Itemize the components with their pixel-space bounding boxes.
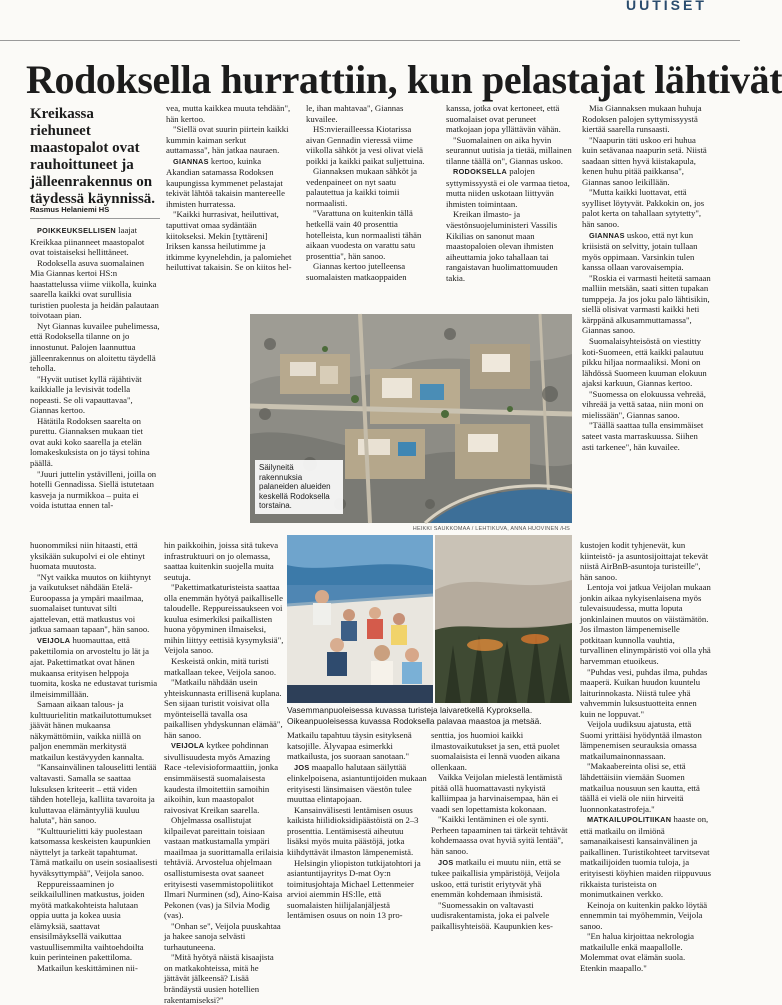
body-paragraph — [287, 805, 427, 858]
paragraph-text: haaste on, että matkailu on ilmiönä samanaikaisesti kansainvälinen ja paikallinen. Turistikohteet tarvitsevat matkailijoiden tuomia tuloja, ja erityisesti köyhien maiden riippuvuus rikkaista turisteista on monimutkainen verkko. — [580, 814, 712, 900]
body-paragraph — [306, 103, 432, 124]
body-paragraph — [582, 230, 712, 273]
body-paragraph — [287, 762, 427, 805]
body-paragraph — [30, 963, 158, 974]
body-paragraph — [30, 225, 160, 258]
body-paragraph — [30, 635, 158, 699]
body-paragraph — [431, 814, 571, 856]
body-paragraph — [446, 209, 573, 283]
paragraph-keyword: VEIJOLA — [171, 741, 205, 751]
paragraph-text: "Kaikki hurrasivat, heiluttivat, taputtivat omaa sydäntään kiitokseksi. Mekin [tyttäreni] Iriksen kanssa heilutimme ja itkimme kyynelehdin, ja palomiehet heiluttivat takaisin. Se on kiitos hel- — [166, 209, 292, 273]
body-paragraph — [580, 582, 712, 666]
paragraph-text: huomauttaa, että pakettilomia on arvosteltu jo lät ja ajat. Pakettimatkat ovat hänen mukaansa erityisen helppoja tuomita, koska ne edustavat turismia ilmeisimmillään. — [30, 634, 158, 699]
body-paragraph — [166, 209, 292, 272]
byline: Rasmus Helaniemi HS — [30, 205, 110, 214]
body-paragraph — [582, 187, 712, 229]
body-paragraph — [30, 879, 158, 963]
paragraph-text: Vaikka Veijolan mielestä lentämistä pitää ollä huomattavasti nykyistä kalliimpaa ja harvinaisempaa, hän ei vaadi sen lopettamista kokonaan. — [431, 772, 563, 814]
paragraph-text: "Nyt vaikka muutos on kiihtynyt ja vaikutukset nähdään Etelä-Euroopassa ja ympäri maailmaa, suomalaiset tuntuvat silti ajattelevan, että matkustus voi jatkua samaan tapaan", hän sanoo. — [30, 571, 152, 635]
column-9 — [431, 730, 571, 992]
paragraph-text: "Matkailu nähdään usein yhteiskunnasta erillisenä kuplana. Sen sijaan turistit voisivat olla myönteisellä tavalla osa paikallisen yhdyskunnan elämää", hän sanoo. — [164, 677, 283, 740]
paragraph-text: Giannaksen mukaan sähköt ja vedenpaineet on nyt saatu palautettua ja kaikki toimii normaalisti. — [306, 166, 417, 208]
paragraph-text: Ohjelmassa osallistujat kilpailevat pareittain toisiaan vastaan matkustamalla ympäri maailmaa ja suorittamalla erilaisia tehtäviä. Arvostelua ohjelmaan osallistumisesta ovat saaneet erityisesti vasemmistopoliitikot Ilmari Nurminen (sd), Aino-Kaisa Pekonen (vas) ja Silvia Modig (vas). — [164, 815, 284, 921]
paragraph-text: "Pakettimatkaturisteista saattaa olla enemmän hyötyä paikalliselle taloudelle. Reppureissaukseen voi kuulua esimerkiksi paikallisten huona yöpyminen ilmaiseksi, mihin liittyy eettisiä kysymyksiä", Veijola sanoo. — [164, 582, 284, 656]
body-paragraph — [287, 858, 427, 921]
photo-boat-tourists — [287, 535, 433, 703]
paragraph-text: matkailu ei muutu niin, että se tukee paikallisia ympäristöjä, Veijola uskoo, että turistit eriytyvät yhä enemmän kohdemaan ihmisistä. — [431, 856, 561, 900]
body-paragraph — [30, 374, 160, 416]
body-paragraph — [580, 900, 712, 932]
paragraph-text: "Suomalainen on aika hyvin seurannut uutisia ja tietää, millainen tilanne täällä on", Giannas uskoo. — [446, 134, 572, 166]
paragraph-keyword: VEIJOLA — [37, 635, 71, 645]
body-paragraph — [164, 677, 284, 740]
column-2 — [166, 103, 292, 271]
column-6 — [30, 540, 158, 992]
body-paragraph — [166, 124, 292, 156]
paragraph-text: Nyt Giannas kuvailee puhelimessa, että Rodoksella tilanne on jo innostunut. Palojen laannuttua jälleenrakennus on aloitettu täydellä teholla. — [30, 320, 160, 374]
paragraph-text: "Kaikki lentäminen ei ole synti. Perheen tapaaminen tai tärkeät tehtävät kohdemaassa ovat hyviä syitä lentää", hän sanoo. — [431, 814, 568, 857]
body-paragraph — [431, 900, 571, 932]
column-5 — [582, 103, 712, 525]
paragraph-text: laajat Kreikkaa piinanneet maastopalot ovat toistaiseksi hellittäneet. — [30, 225, 145, 258]
body-paragraph — [431, 857, 571, 900]
section-label: UUTISET — [626, 0, 707, 13]
forest-fire-image — [435, 535, 572, 703]
paragraph-keyword: POIKKEUKSELLISEN — [37, 226, 116, 235]
body-paragraph — [30, 469, 160, 511]
body-paragraph — [164, 740, 284, 815]
body-paragraph — [431, 772, 571, 814]
body-paragraph — [431, 730, 571, 772]
body-paragraph — [582, 273, 712, 336]
body-paragraph — [306, 261, 432, 282]
photo-caption-lower: Vasemmanpuoleisessa kuvassa turisteja laivaretkellä Kyproksella. Oikeanpuoleisessa kuvassa Rodoksella palavaa maastoa ja metsää. — [287, 705, 542, 726]
paragraph-text: palojen syttymissyystä ei ole varmaa tietoa, mutta niiden uskotaan liittyvän ihmisten toimintaan. — [446, 166, 570, 209]
paragraph-text: Mia Giannaksen mukaan huhuja Rodoksen palojen syttymissyystä kiertää saarella runsaasti. — [582, 103, 702, 135]
paragraph-text: "Makaabereinta olisi se, että lähdettäisiin viemään Suomen matkailua nousuun sen kautta, että täällä ei vielä ole niin hirveitä luonnonkatastrofeja." — [580, 761, 700, 814]
paragraph-text: senttia, jos huomioi kaikki ilmastovaikutukset ja sen, että puolet suomalaisista ei lennä vuoden aikana ollenkaan. — [431, 730, 560, 772]
boat-trip-image — [287, 535, 433, 703]
paragraph-text: Suomalaisyhteisöstä on viestitty koti-Suomeen, että kaikki palautuu pikku hiljaa normaaliksi. Moni on lähdössä Suomeen kuuman elokuun ajaksi karkuun, Giannas kertoo. — [582, 336, 707, 389]
body-paragraph — [166, 103, 292, 124]
paragraph-text: "Mitä hyötyä näistä kisaajista on matkakohteissa, mitä he jättävät jälkeensä? Lisää brändäystä uusien hotellien rakentamiseksi?" — [164, 952, 274, 1005]
paragraph-text: Hätätila Rodoksen saarelta on purettu. Giannaksen mukaan tiet ovat auki koko saarella ja etelän lomakeskuksista on jo täysi tohina päällä. — [30, 415, 150, 469]
body-paragraph — [446, 103, 573, 135]
paragraph-text: hin paikkoihin, joissa sitä tukeva infrastruktuuri on jo olemassa, saattaa kuitenkin suojella muita seutuja. — [164, 540, 279, 582]
paragraph-text: "Suomessakin on valtavasti uudisrakentamista, joka ei palvele paikallisyhteisöä. Kaupunkien kes- — [431, 899, 553, 931]
paragraph-text: "Täällä saattaa tulla ensimmäiset sateet vasta marraskuussa. Siihen asti tarkenee", hän kuvailee. — [582, 420, 704, 452]
paragraph-text: HS:nvierailleessa Kiotarissa aivan Gennadin vieressä viime viikolla sähköt ja vesi olivat vielä poikki ja kaikki paikat suljettuina. — [306, 124, 425, 166]
paragraph-keyword: GIANNAS — [173, 156, 209, 166]
paragraph-text: Reppureissaaminen jo seikkailullinen matkustus, joiden myötä matkakohteista halutaan oppia uutta ja kokea uusia elämyksiä, saattavat ensisilmäyksellä vaikuttaa vastuullisemmilta vaihtoehdoilta kuin perinteinen pakettiloma. — [30, 878, 145, 963]
body-paragraph — [30, 416, 160, 469]
paragraph-text: Samaan aikaan talous- ja kulttuurielitin matkailutottumukset jäävät hänen mukaansa näkymättömiin, vaikka niillä on paljon enemmän merkitystä matkailun kestävyyden kannalta. — [30, 699, 152, 762]
paragraph-keyword: JOS — [294, 762, 310, 772]
paragraph-text: huonommiksi niin hitaasti, että yksikään sukupolvi ei ole ehtinyt huomata muutosta. — [30, 540, 145, 572]
lead-paragraph: Kreikassa riehuneet maastopalot ovat rauhoittuneet ja jälleenrakennus on täydessä käynnissä. — [30, 106, 156, 207]
body-paragraph — [446, 166, 573, 209]
paragraph-text: Matkailun keskittäminen nii- — [37, 962, 138, 973]
body-paragraph — [30, 699, 158, 762]
paragraph-text: Lentoja voi jatkua Veijolan mukaan jonkin aikaa nykyisenlaisena myös tulevaisuudessa, mutta loputa jonkinlainen muutos on väistämätön. Jos ilmaston lämpenemiselle potkitaan kunnolla vauhtia, turvallinen elinympäristö voi olla yhä harvemman etuoikeus. — [580, 582, 711, 667]
body-paragraph — [166, 156, 292, 210]
paragraph-text: "Kulttuurielitti käy puolestaan katsomassa keskeisten kaupunkien näyttelyt ja tarkeät tapahtumat. Tämä matkailu on usein sosiaalisesti hyväksyttympää", Veijola sanoo. — [30, 825, 158, 878]
body-paragraph — [164, 815, 284, 920]
photo-caption-aerial: Säilyneitä rakennuksia palaneiden alueiden keskellä Rodoksella torstaina. — [255, 460, 343, 514]
body-paragraph — [164, 582, 284, 656]
paragraph-text: "En halua kirjoittaa nekrologia matkailulle enkä maapallolle. Molemmat ovat elämän suola. Etenkin maapallo." — [580, 931, 695, 973]
photo-burning-forest — [435, 535, 572, 703]
paragraph-text: "Mutta kaikki luottavat, että syylliset löytyvät. Pakkokin on, jos palot kerta on tahallaan sytytetty", hän sanoo. — [582, 187, 705, 230]
paragraph-text: "Puhdas vesi, puhdas ilma, puhdas maaperä. Kuikan huudon kuuntelu laiturinnokasta. Niistä tulee yhä vahvemmin luksustuotteita ennen kuin ne loppuvat." — [580, 666, 708, 719]
paragraph-text: Matkailu tapahtuu täysin esityksenä katsojille. Älyvapaa esimerkki matkailusta, jos suoraan sanotaan." — [287, 730, 412, 762]
body-paragraph — [30, 762, 158, 825]
column-3 — [306, 103, 432, 282]
photo-credit: HEIKKI SAUKKOMAA / LEHTIKUVA, ANNA HUOVINEN /HS — [412, 526, 570, 532]
paragraph-keyword: MATKAILUPOLITIIKAN — [587, 815, 672, 825]
paragraph-text: "Hyvät uutiset kyllä räjähtivät kaikkialle ja levisivät todella nopeasti. Se oli vapauttavaa", Giannas kertoo. — [30, 373, 142, 416]
body-paragraph — [580, 931, 712, 973]
paragraph-text: Kansainvälisesti lentämisen osuus kaikista hiilidioksidipäästöistä on 2–3 prosenttia. Lentämisestä aiheutuu lisäksi myös muita päästöjä, jotka kiihdyttävät ilmaston lämpenemistä. — [287, 804, 419, 858]
body-paragraph — [306, 124, 432, 166]
paragraph-text: "Varattuna on kuitenkin tällä hetkellä vain 40 prosenttia hotelleista, kun normaalisti tähän aikaan vuodesta on varattu satu prosenttia", hän sanoo. — [306, 208, 422, 261]
paragraph-text: le, ihan mahtavaa", Giannas kuvailee. — [306, 103, 404, 124]
body-paragraph — [306, 166, 432, 208]
body-paragraph — [582, 389, 712, 421]
paragraph-text: "Roskia ei varmasti heitetä samaan malliin metsään, saati sitten tupakan tumppeja. Ja jos joku palo lähtisikin, siellä olisivat varmasti kaikki heti kärppänä alkusammuttamassa", Giannas sanoo. — [582, 272, 711, 336]
body-paragraph — [582, 420, 712, 452]
paragraph-text: kanssa, jotka ovat kertoneet, että suomalaiset ovat peruneet matkojaan jopa yllättävän vähän. — [446, 103, 561, 135]
paragraph-text: Kreikan ilmasto- ja väestönsuojeluministeri Vassilis Kikilias on sanonut maan maastopaloien olevan ihmisten aiheuttamia joko tahallaan tai rangaistavan huolimattomuuden takia. — [446, 209, 558, 283]
paragraph-text: kytkee pohdinnan sivullisuudesta myös Amazing Race -televisioformaattiin, jonka ensimmäisestä suomalaisesta kaudesta ilmoitettiin samoihin aikoihin, kun maastopalot raivosivat Kreikan saarella. — [164, 740, 279, 815]
paragraph-text: Rodoksella asuva suomalainen Mia Giannas kertoi HS:n haastattelussa viime viikolla, kuinka saarella kaikki ovat surullisia turistien puolesta ja heidän palautaan toivotaan pian. — [30, 257, 159, 321]
body-paragraph — [580, 761, 712, 814]
body-paragraph — [580, 719, 712, 761]
paragraph-text: Helsingin yliopiston tutkijatohtori ja asiantuntijayritys D-mat Oy:n toimitusjohtaja Michael Lettenmeier arvioi aiemmin HS:lle, että suomalaisten hiilijalanjäljestä lentämisen osuus on noin 13 pro- — [287, 857, 421, 921]
body-paragraph — [446, 135, 573, 167]
paragraph-text: Keinoja on kuitenkin pakko löytää ennemmin tai myöhemmin, Veijola sanoo. — [580, 899, 708, 931]
column-8 — [287, 730, 427, 992]
paragraph-text: kustojen kodit tyhjenevät, kun kiinteistö- ja asuntosijoittajat tekevät niistä AirBnB-asuntoja turisteille", hän sanoo. — [580, 540, 709, 582]
column-1 — [30, 225, 160, 509]
paragraph-keyword: RODOKSELLA — [453, 167, 508, 177]
top-rule — [0, 40, 740, 41]
column-7 — [164, 540, 284, 1005]
body-paragraph — [30, 321, 160, 374]
body-paragraph — [582, 103, 712, 135]
column-10 — [580, 540, 712, 992]
paragraph-text: "Naapurin täti uskoo eri huhua kuin setävanaa naapurin setä. Niistä saadaan sitten hyvä kiistakapula, kenen huhu pitää paikkansa", Giannas sanoo leikillään. — [582, 134, 707, 187]
paragraph-text: "Juuri juttelin ystävilleni, joilla on hotelli Gennadissa. Siellä istutetaan kasveja ja nurmikkoa – puita ei voida istuttaa ennen tal- — [30, 468, 157, 511]
body-paragraph — [164, 540, 284, 582]
paragraph-text: Veijola uudiksuu ajatusta, että Suomi yrittäisi hyödyntää ilmaston lämpenemisen seurauksia omassa matkailumainonnassaan. — [580, 719, 702, 761]
body-paragraph — [164, 921, 284, 953]
body-paragraph — [30, 258, 160, 321]
body-paragraph — [164, 952, 284, 1005]
paragraph-text: "Kansainvälinen talouselitti lentää valtavasti. Samalla se saattaa luksuksen kriteerit – että viden tähden hotelleja, kalliita tavaroita ja kuluttavaa elämäntyyliä kuuluu haluta", hän sanoo. — [30, 762, 157, 826]
body-paragraph — [580, 540, 712, 582]
paragraph-keyword: JOS — [438, 857, 454, 867]
body-paragraph — [580, 667, 712, 720]
body-paragraph — [582, 135, 712, 188]
body-paragraph — [287, 730, 427, 762]
body-paragraph — [30, 572, 158, 635]
body-paragraph — [582, 336, 712, 389]
paragraph-text: maapallo halutaan säilyttää elinkelpoisena, asiantuntijoiden mukaan erityisesti länsimaisen väestön tulee muuttaa elintapojaan. — [287, 761, 427, 805]
paragraph-keyword: GIANNAS — [589, 230, 625, 240]
paragraph-text: uskoo, että nyt kun kriisistä on selvitty, jotain tullaan myös oppimaan. Varsinkin tulen kanssa ollaan varovaisempia. — [582, 229, 698, 273]
paragraph-text: Giannas kertoo jutelleensa suomalaisten matkaoppaiden — [306, 261, 407, 282]
body-paragraph — [30, 826, 158, 879]
paragraph-text: "Siellä ovat suurin piirtein kaikki kummin kaiman serkut auttamassa", hän jatkaa nauraen. — [166, 124, 289, 156]
column-4 — [446, 103, 573, 283]
body-paragraph — [580, 814, 712, 899]
paragraph-text: "Onhan se", Veijola puuskahtaa ja hakee sanoja selvästi turhautuneena. — [164, 920, 281, 952]
body-paragraph — [306, 208, 432, 261]
paragraph-text: vea, mutta kaikkea muuta tehdään", hän kertoo. — [166, 103, 291, 124]
paragraph-text: Keskeistä onkin, mitä turisti matkallaan tekee, Veijola sanoo. — [164, 656, 277, 677]
paragraph-text: kertoo, kuinka Akandian satamassa Rodoksen kaupungissa kymmenet pelastajat tekivät lähtöä takaisin mantereelle ihmisten hurratessa. — [166, 155, 285, 209]
headline: Rodoksella hurrattiin, kun pelastajat lähtivät — [26, 57, 782, 102]
byline-rule — [30, 218, 160, 219]
body-paragraph — [30, 540, 158, 572]
paragraph-text: "Suomessa on elokuussa vehreää, vihreää ja vettä sataa, niin moni on mielissään", Giannas sanoo. — [582, 388, 706, 420]
body-paragraph — [164, 656, 284, 677]
